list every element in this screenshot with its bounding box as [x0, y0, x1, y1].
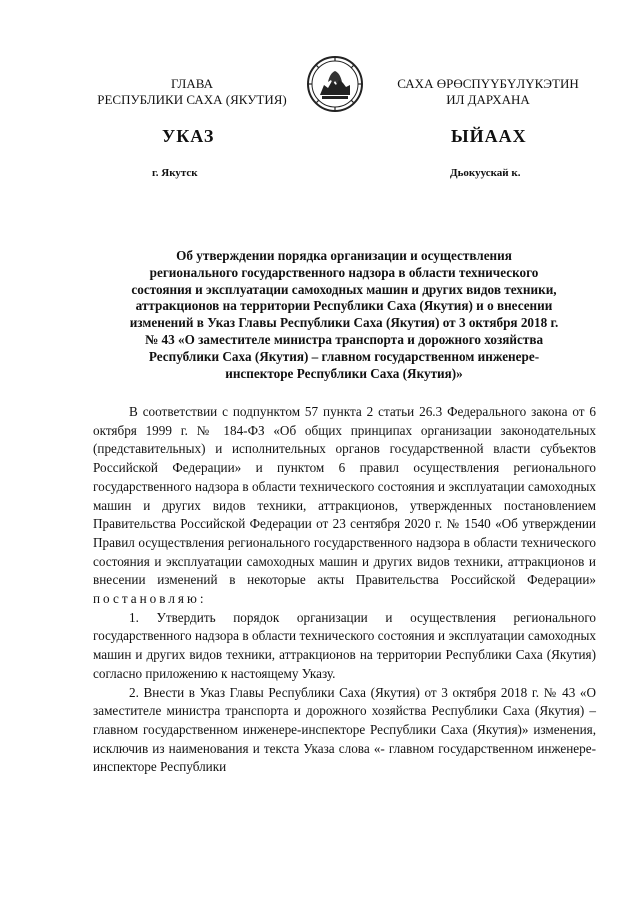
- header-right: [368, 76, 608, 108]
- header-left-line1: ГЛАВА: [171, 76, 213, 91]
- emblem-icon: [306, 55, 364, 113]
- title-line: № 43 «О заместителе министра транспорта и дорожного хозяйства: [144, 331, 544, 347]
- doc-type-ru: УКАЗ: [162, 126, 215, 146]
- title-line: изменений в Указ Главы Республики Саха (Якутия) от 3 октября 2018 г.: [129, 315, 559, 331]
- item-2-paragraph: 2. Внести в Указ Главы Республики Саха (Якутия) от 3 октября 2018 г. № 43 «О заместителе министра транспорта и дорожного хозяйства Республики Саха (Якутия) – главном государственном инженере-инспекторе Республики Саха (Якутия)» изменения, исключив из наименования и текста Указа слова «- главном государственном инженере-инспекторе Республики: [93, 684, 596, 775]
- header-left: [72, 76, 312, 108]
- header-right-line1: САХА ӨРӨСПҮҮБҮЛҮКЭТИН: [397, 76, 579, 91]
- title-line: Об утверждении порядка организации и осуществления: [176, 248, 512, 263]
- title-line: регионального государственного надзора в области технического: [149, 264, 539, 280]
- preamble-text: В соответствии с подпунктом 57 пункта 2 статьи 26.3 Федерального закона от 6 октября 1999 г. № 184-ФЗ «Об общих принципах организации законодательных (представительных) и исполнительных органов государственной власти субъектов Российской Федерации» и пунктом 6 правил осуществления регионального государственного надзора в области технического состояния и эксплуатации самоходных машин и других видов техники, аттракционов, утвержденных постановлением Правительства Российской Федерации от 23 сентября 2020 г. № 1540 «Об утверждении Правил осуществления регионального государственного надзора в области технического состояния и эксплуатации самоходных машин и других видов техники, аттракционов и внесении изменений в некоторые акты Правительства Российской Федерации»: [93, 404, 596, 588]
- item-1-paragraph: 1. Утвердить порядок организации и осуществления регионального государственного надзора в области технического состояния и эксплуатации самоходных машин и других видов техники, аттракционов на территории Республики Саха (Якутия) согласно приложению к настоящему Указу.: [93, 609, 596, 681]
- title-line: Республики Саха (Якутия) – главном государственном инженере-: [148, 348, 540, 364]
- decree-word: постановляю:: [93, 591, 207, 607]
- city-ru: г. Якутск: [152, 167, 198, 179]
- title-line: инспекторе Республики Саха (Якутия)»: [225, 365, 463, 381]
- title-line: состояния и эксплуатации самоходных машин и других видов техники,: [131, 281, 557, 297]
- city-sah: Дьокуускай к.: [450, 167, 521, 179]
- header-right-line2: ИЛ ДАРХАНА: [446, 92, 530, 107]
- coat-of-arms-emblem: [306, 55, 364, 113]
- document-body: [93, 403, 596, 777]
- title-line: аттракционов на территории Республики Саха (Якутия) и о внесении: [135, 298, 553, 314]
- doc-type-sah: ЫЙААХ: [451, 126, 527, 146]
- document-title: [92, 248, 596, 382]
- preamble-paragraph: [93, 403, 596, 609]
- header-left-line2: РЕСПУБЛИКИ САХА (ЯКУТИЯ): [97, 92, 287, 107]
